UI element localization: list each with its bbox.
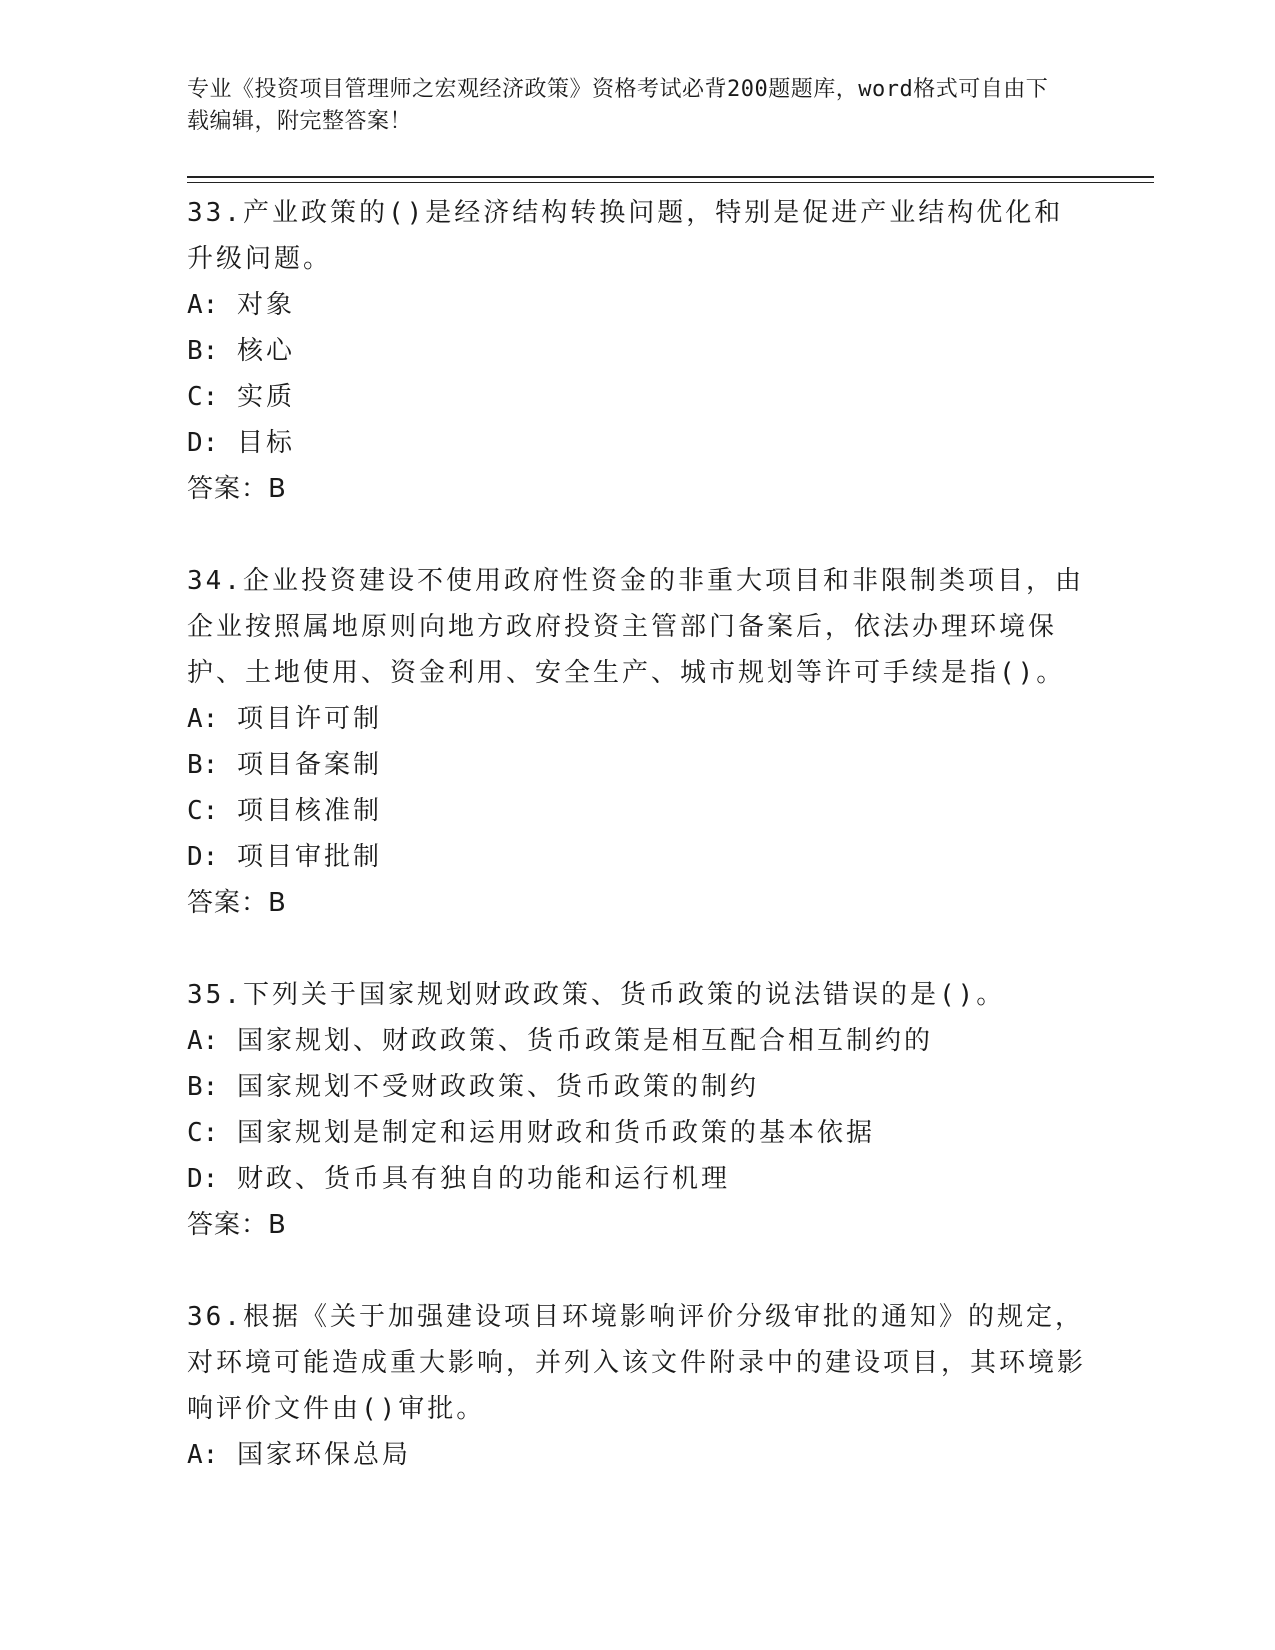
option-text: 对象 bbox=[236, 290, 295, 320]
question-35 bbox=[187, 972, 1087, 1248]
answer-line: 答案：B bbox=[187, 474, 287, 504]
option-letter: A: bbox=[187, 1026, 219, 1056]
option-letter: C: bbox=[187, 796, 219, 826]
option-a bbox=[187, 282, 1087, 328]
question-text: 34.企业投资建设不使用政府性资金的非重大项目和非限制类项目，由企业按照属地原则向地方政府投资主管部门备案后，依法办理环境保护、土地使用、资金利用、安全生产、城市规划等许可手续是指()。 bbox=[187, 566, 1084, 688]
header-divider-thick bbox=[187, 176, 1154, 178]
header-divider-thin bbox=[187, 182, 1154, 183]
option-letter: A: bbox=[187, 704, 219, 734]
option-letter: D: bbox=[187, 1164, 219, 1194]
option-text: 国家环保总局 bbox=[236, 1440, 411, 1470]
option-text: 财政、货币具有独自的功能和运行机理 bbox=[236, 1164, 730, 1194]
option-text: 项目核准制 bbox=[236, 796, 382, 826]
option-d bbox=[187, 1156, 1087, 1202]
option-text: 项目备案制 bbox=[236, 750, 382, 780]
option-b bbox=[187, 328, 1087, 374]
question-33 bbox=[187, 190, 1087, 512]
question-text: 35.下列关于国家规划财政政策、货币政策的说法错误的是()。 bbox=[187, 980, 1006, 1010]
option-a bbox=[187, 696, 1087, 742]
option-letter: A: bbox=[187, 1440, 219, 1470]
question-text: 33.产业政策的()是经济结构转换问题，特别是促进产业结构优化和升级问题。 bbox=[187, 198, 1064, 274]
option-b bbox=[187, 1064, 1087, 1110]
option-text: 实质 bbox=[236, 382, 295, 412]
option-letter: C: bbox=[187, 1118, 219, 1148]
option-letter: D: bbox=[187, 428, 219, 458]
option-letter: B: bbox=[187, 1072, 219, 1102]
option-letter: B: bbox=[187, 336, 219, 366]
option-text: 国家规划是制定和运用财政和货币政策的基本依据 bbox=[236, 1118, 875, 1148]
option-letter: A: bbox=[187, 290, 219, 320]
answer-line: 答案：B bbox=[187, 888, 287, 918]
question-text: 36.根据《关于加强建设项目环境影响评价分级审批的通知》的规定，对环境可能造成重大影响，并列入该文件附录中的建设项目，其环境影响评价文件由()审批。 bbox=[187, 1302, 1087, 1424]
question-36 bbox=[187, 1294, 1087, 1478]
option-letter: C: bbox=[187, 382, 219, 412]
option-text: 目标 bbox=[236, 428, 295, 458]
question-34 bbox=[187, 558, 1087, 926]
option-b bbox=[187, 742, 1087, 788]
option-text: 核心 bbox=[236, 336, 295, 366]
document-header: 专业《投资项目管理师之宏观经济政策》资格考试必背200题题库，word格式可自由下载编辑，附完整答案！ bbox=[187, 77, 1049, 134]
option-text: 国家规划、财政政策、货币政策是相互配合相互制约的 bbox=[236, 1026, 933, 1056]
answer-line: 答案：B bbox=[187, 1210, 287, 1240]
option-d bbox=[187, 834, 1087, 880]
option-text: 项目许可制 bbox=[236, 704, 382, 734]
option-a bbox=[187, 1432, 1087, 1478]
option-d bbox=[187, 420, 1087, 466]
option-c bbox=[187, 1110, 1087, 1156]
option-text: 国家规划不受财政政策、货币政策的制约 bbox=[236, 1072, 759, 1102]
option-text: 项目审批制 bbox=[236, 842, 382, 872]
option-c bbox=[187, 374, 1087, 420]
option-c bbox=[187, 788, 1087, 834]
question-list bbox=[187, 190, 1087, 1478]
option-letter: D: bbox=[187, 842, 219, 872]
option-a bbox=[187, 1018, 1087, 1064]
option-letter: B: bbox=[187, 750, 219, 780]
